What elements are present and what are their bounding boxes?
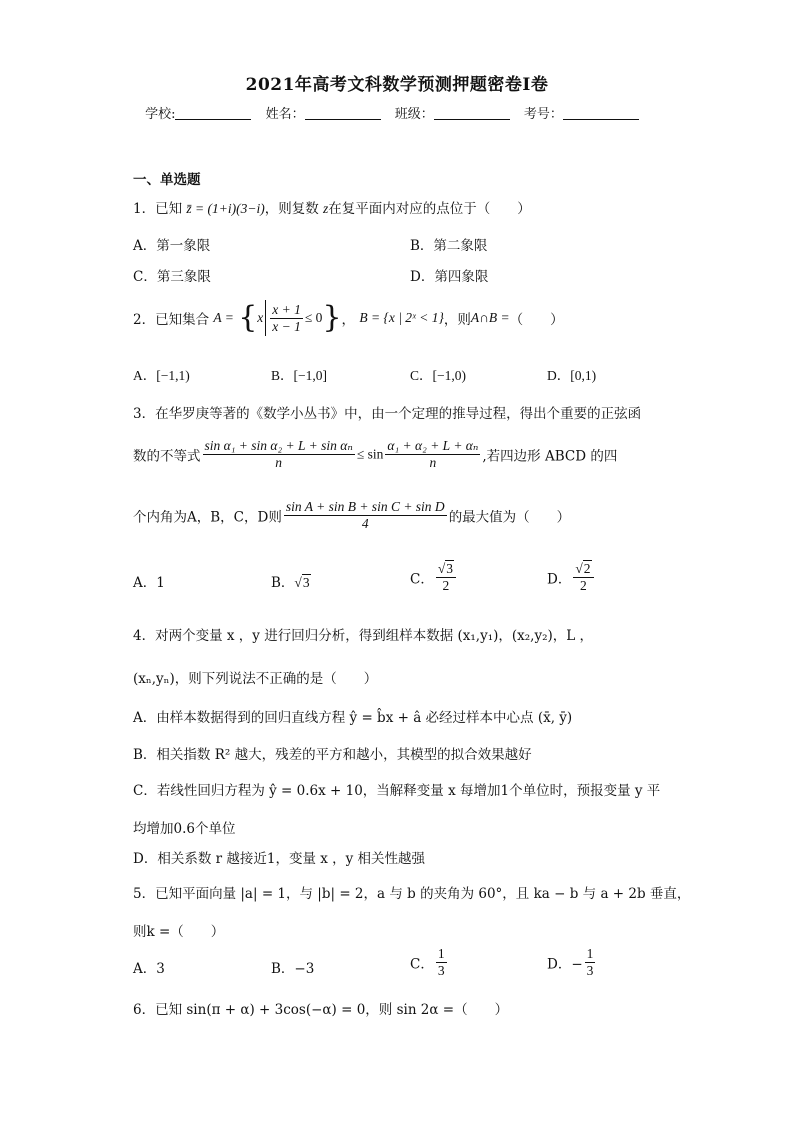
q2-option-d[interactable]: D．[0,1) [547, 368, 597, 383]
q3-option-c-num [436, 561, 456, 578]
q3-rhs-fraction [385, 438, 480, 471]
q5-option-d-num: 1 [586, 946, 594, 961]
q3-option-c-fraction [436, 561, 456, 594]
q1-variable: z [323, 201, 329, 216]
q3-option-d[interactable] [547, 561, 596, 594]
question-4-line-2: (xₙ,yₙ)，则下列说法不正确的是（ ） [133, 671, 378, 687]
school-label: 学校: [145, 107, 176, 122]
q2-prefix: 2．已知集合 [133, 312, 210, 328]
question-2 [133, 300, 564, 336]
q2-set-a-rel: ≤ 0 [304, 310, 323, 325]
q3-option-d-radicand: 2 [583, 561, 591, 576]
q2-result: A∩B = [470, 310, 510, 325]
school-field[interactable] [175, 107, 251, 120]
q5-option-d-den: 3 [586, 963, 594, 978]
q3-rhs-num: α₁ + α₂ + L + αₙ [387, 438, 479, 453]
q2-frac-den: x − 1 [272, 318, 301, 334]
q3-lhs-den: n [275, 455, 283, 470]
q5-option-c-label: C． [410, 956, 434, 973]
q5-option-d-label: D．− [547, 956, 583, 973]
q3-expr-fraction [284, 499, 447, 532]
q2-set-a-var: x [257, 310, 264, 325]
q3-expr-num: sin A + sin B + sin C + sin D [285, 499, 445, 514]
q3-relation: ≤ sin [356, 446, 384, 462]
question-5-line-2: 则k =（ ） [133, 924, 225, 940]
exam-number-field[interactable] [563, 107, 639, 120]
q3-rhs-den: n [429, 455, 437, 470]
sqrt-icon: √2 [575, 561, 591, 576]
q2-option-a[interactable]: A．[−1,1) [133, 368, 190, 383]
student-info-line [0, 103, 794, 122]
left-brace-icon: { [238, 300, 258, 335]
q2-comma: ， [341, 312, 356, 328]
q2-divider [265, 300, 266, 336]
question-3-line-1: 3．在华罗庚等著的《数学小丛书》中，由一个定理的推导过程，得出个重要的正弦函 [133, 406, 642, 422]
question-1 [133, 197, 531, 217]
q3-option-d-den: 2 [580, 578, 587, 593]
q3-option-c-den: 2 [442, 578, 450, 593]
q2-set-a-fraction [270, 302, 303, 335]
q1-option-b[interactable]: B．第二象限 [410, 238, 488, 254]
q1-prefix: 1．已知 [133, 201, 183, 217]
sqrt-icon: √3 [437, 561, 454, 576]
q3-line2-suffix: ,若四边形 ABCD 的四 [482, 448, 618, 465]
q1-option-c[interactable]: C．第三象限 [133, 269, 211, 285]
q2-set-a-label: A = [213, 310, 234, 325]
q1-suffix2: 在复平面内对应的点位于（ ） [328, 201, 531, 217]
q4-option-b[interactable]: B．相关指数 R² 越大，残差的平方和越小，其模型的拟合效果越好 [133, 747, 532, 763]
q2-frac-num: x + 1 [272, 301, 301, 317]
question-6: 6．已知 sin(π + α) + 3cos(−α) = 0，则 sin 2α =（ ） [133, 1002, 509, 1018]
question-5-line-1: 5．已知平面向量 |a| = 1，与 |b| = 2，a 与 b 的夹角为 60°，且 ka − b 与 a + 2b 垂直， [133, 886, 691, 902]
sqrt-icon: √3 [294, 575, 310, 590]
q1-suffix: ，则复数 [264, 201, 319, 217]
q3-expr-den: 4 [361, 516, 369, 531]
question-3-line-2 [133, 438, 617, 471]
q3-option-b-radicand: 3 [302, 575, 310, 590]
q5-option-a[interactable]: A．3 [133, 961, 165, 977]
q5-option-d[interactable] [547, 946, 597, 979]
q2-paren: （ ） [509, 312, 564, 328]
q3-option-a[interactable]: A．1 [133, 575, 165, 591]
q3-line2-prefix: 数的不等式 [133, 448, 201, 465]
q2-suffix: ，则 [443, 312, 471, 328]
q4-option-a[interactable]: A．由样本数据得到的回归直线方程 ŷ = b̂x + â 必经过样本中心点 (x̄, ȳ) [133, 710, 573, 726]
q3-option-c-label: C． [410, 571, 434, 588]
q5-option-c[interactable] [410, 946, 449, 979]
q3-option-d-num [573, 561, 593, 578]
q4-option-d[interactable]: D．相关系数 r 越接近1，变量 x ，y 相关性越强 [133, 851, 426, 867]
q3-line3-prefix: 个内角为A，B，C，D则 [133, 509, 282, 526]
q3-option-d-fraction [573, 561, 593, 594]
right-brace-icon: } [322, 300, 342, 335]
q2-option-c[interactable]: C．[−1,0) [410, 368, 466, 383]
q4-option-c-continued: 均增加0.6个单位 [133, 821, 236, 837]
q3-lhs-fraction [203, 438, 355, 471]
q1-option-d[interactable]: D．第四象限 [410, 269, 489, 285]
q1-expression: z̄ = (1+i)(3−i) [186, 201, 265, 216]
q3-lhs-num: sin α₁ + sin α₂ + L + sin αₙ [204, 438, 353, 453]
q5-option-c-fraction [436, 946, 447, 979]
exam-number-label: 考号： [523, 107, 563, 122]
q3-option-b[interactable] [271, 571, 311, 591]
exam-title: 2021年高考文科数学预测押题密卷Ⅰ卷 [245, 75, 549, 95]
question-4-line-1: 4．对两个变量 x ，y 进行回归分析，得到组样本数据 (x₁,y₁)，(x₂,y₂)，L ， [133, 628, 594, 644]
name-label: 姓名： [265, 107, 305, 122]
q2-set-b: B = {x | 2ˣ < 1} [359, 310, 444, 325]
q2-option-b[interactable]: B．[−1,0] [271, 368, 327, 383]
q5-option-b[interactable]: B．−3 [271, 961, 315, 977]
name-field[interactable] [305, 107, 381, 120]
question-3-line-3 [133, 499, 570, 532]
q3-option-b-label: B． [271, 575, 295, 591]
q5-option-c-den: 3 [437, 963, 445, 978]
q1-option-a[interactable]: A．第一象限 [133, 238, 211, 254]
q3-option-c[interactable] [410, 561, 458, 594]
q3-line3-suffix: 的最大值为（ ） [448, 509, 571, 526]
q5-option-c-num: 1 [437, 946, 445, 961]
class-field[interactable] [434, 107, 510, 120]
section-heading: 一、单选题 [133, 172, 201, 188]
q4-option-c[interactable]: C．若线性回归方程为 ŷ = 0.6x + 10，当解释变量 x 每增加1个单位时，预报变量 y 平 [133, 783, 661, 799]
q3-option-d-label: D． [547, 571, 572, 588]
q5-option-d-fraction [585, 946, 596, 979]
class-label: 班级： [394, 107, 434, 122]
q3-option-c-radicand: 3 [446, 561, 454, 576]
